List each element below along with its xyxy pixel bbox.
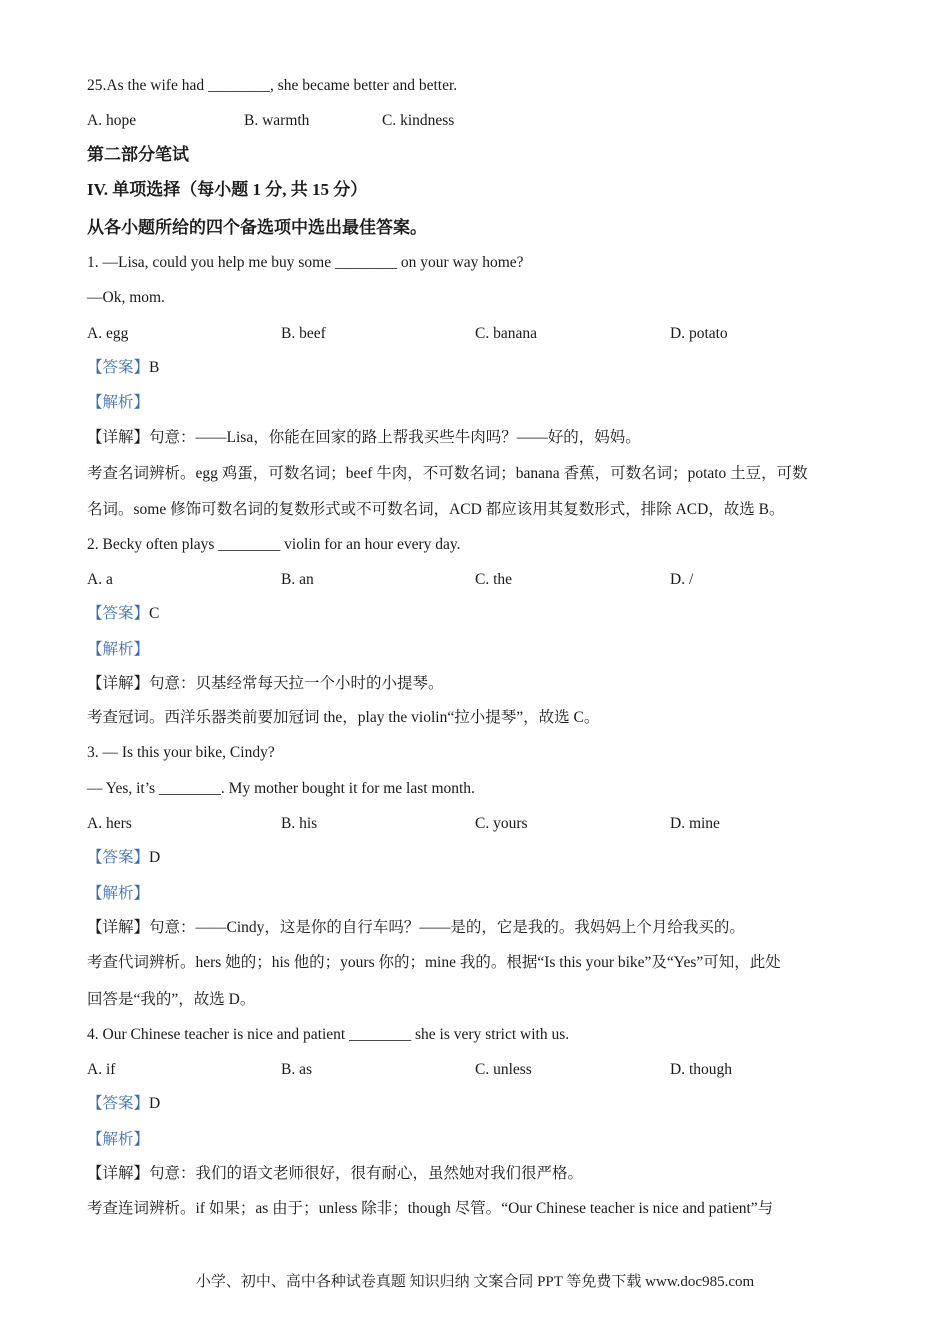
detail-label: 【详解】 (87, 429, 150, 446)
q3-detail-line-3: 回答是“我的”，故选 D。 (87, 991, 256, 1008)
q2-option-b: B. an (281, 571, 314, 588)
q4-detail-line-2: 考查连词辨析。if 如果；as 由于；unless 除非；though 尽管。“Our Chinese teacher is nice and patient”与 (87, 1200, 774, 1217)
answer-value: B (149, 359, 160, 376)
q3-option-c: C. yours (475, 815, 528, 832)
q2-detail-line-1 (87, 674, 444, 694)
q1-option-c: C. banana (475, 325, 537, 342)
q4-analysis-label: 【解析】 (87, 1131, 150, 1148)
q3-stem-line-1: 3. — Is this your bike, Cindy? (87, 744, 275, 761)
q25-option-a: A. hope (87, 112, 137, 129)
q1-stem-line-2: —Ok, mom. (87, 289, 165, 306)
q4-option-d: D. though (670, 1061, 732, 1078)
detail-label: 【详解】 (87, 1165, 150, 1182)
q1-stem-line-1: 1. —Lisa, could you help me buy some ________ on your way home? (87, 254, 524, 271)
q3-option-b: B. his (281, 815, 318, 832)
q25-option-b: B. warmth (244, 112, 310, 129)
detail-text: 句意：——Lisa，你能在回家的路上帮我买些牛肉吗？——好的，妈妈。 (149, 429, 641, 446)
detail-text: 句意：——Cindy，这是你的自行车吗？——是的，它是我的。我妈妈上个月给我买的。 (149, 919, 745, 936)
q4-answer (87, 1094, 160, 1114)
q4-stem: 4. Our Chinese teacher is nice and patient ________ she is very strict with us. (87, 1026, 570, 1043)
q4-option-b: B. as (281, 1061, 312, 1078)
q4-option-c: C. unless (475, 1061, 532, 1078)
q1-option-a: A. egg (87, 325, 129, 342)
detail-label: 【详解】 (87, 919, 150, 936)
answer-label: 【答案】 (87, 1095, 150, 1112)
page-footer: 小学、初中、高中各种试卷真题 知识归纳 文案合同 PPT 等免费下载 www.doc985.com (195, 1274, 755, 1290)
q3-answer (87, 848, 160, 868)
answer-value: C (149, 605, 160, 622)
answer-value: D (149, 1095, 161, 1112)
q1-detail-line-3: 名词。some 修饰可数名词的复数形式或不可数名词，ACD 都应该用其复数形式，排除 ACD，故选 B。 (87, 501, 785, 518)
detail-text: 句意：贝基经常每天拉一个小时的小提琴。 (149, 675, 444, 692)
q2-answer (87, 604, 159, 624)
detail-label: 【详解】 (87, 675, 150, 692)
q3-analysis-label: 【解析】 (87, 885, 150, 902)
q2-detail-line-2: 考查冠词。西洋乐器类前要加冠词 the，play the violin“拉小提琴”，故选 C。 (87, 709, 600, 726)
q3-option-a: A. hers (87, 815, 132, 832)
q2-analysis-label: 【解析】 (87, 641, 150, 658)
answer-label: 【答案】 (87, 359, 150, 376)
q1-option-d: D. potato (670, 325, 728, 342)
detail-text: 句意：我们的语文老师很好，很有耐心，虽然她对我们很严格。 (149, 1165, 584, 1182)
q2-option-d: D. / (670, 571, 694, 588)
answer-label: 【答案】 (87, 605, 150, 622)
q1-detail-line-1 (87, 428, 641, 448)
question-25-stem: 25.As the wife had ________, she became better and better. (87, 77, 458, 94)
instruction: 从各小题所给的四个备选项中选出最佳答案。 (87, 218, 427, 237)
q1-detail-line-2: 考查名词辨析。egg 鸡蛋，可数名词；beef 牛肉，不可数名词；banana 香蕉，可数名词；potato 土豆，可数 (87, 465, 808, 482)
q1-answer (87, 358, 159, 378)
q3-stem-line-2: — Yes, it’s ________. My mother bought it for me last month. (87, 780, 475, 797)
q1-option-b: B. beef (281, 325, 326, 342)
q25-option-c: C. kindness (382, 112, 455, 129)
q1-analysis-label: 【解析】 (87, 394, 150, 411)
q2-option-c: C. the (475, 571, 513, 588)
q2-stem: 2. Becky often plays ________ violin for an hour every day. (87, 536, 461, 553)
q3-option-d: D. mine (670, 815, 720, 832)
answer-value: D (149, 849, 161, 866)
q3-detail-line-2: 考查代词辨析。hers 她的；his 他的；yours 你的；mine 我的。根据“Is this your bike”及“Yes”可知，此处 (87, 954, 781, 971)
q3-detail-line-1 (87, 918, 745, 938)
q4-option-a: A. if (87, 1061, 116, 1078)
part-title: IV. 单项选择（每小题 1 分, 共 15 分） (87, 180, 368, 199)
answer-label: 【答案】 (87, 849, 150, 866)
section-title: 第二部分笔试 (87, 145, 189, 164)
q2-option-a: A. a (87, 571, 113, 588)
q4-detail-line-1 (87, 1164, 583, 1184)
